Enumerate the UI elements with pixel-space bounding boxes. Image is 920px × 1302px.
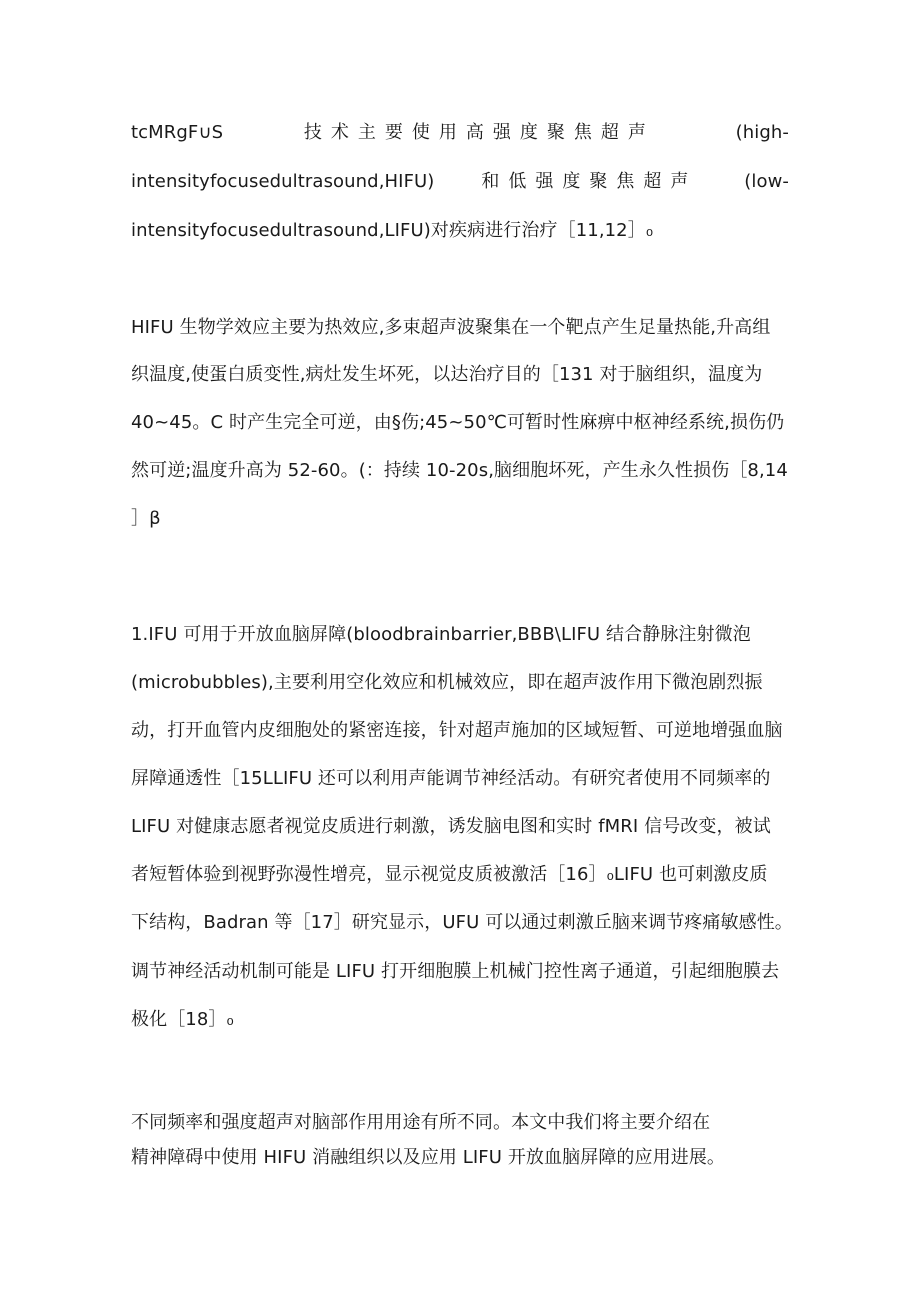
text-segment: 和低强度聚焦超声: [481, 171, 698, 192]
paragraph-3-line: 极化［18］₀: [131, 1009, 234, 1030]
paragraph-3-line: LIFU 对健康志愿者视觉皮质进行刺激，诱发脑电图和实时 fMRI 信号改变，被试: [131, 816, 771, 837]
paragraph-2-line: HIFU 生物学效应主要为热效应,多束超声波聚集在一个靶点产生足量热能,升高组: [131, 317, 771, 338]
paragraph-2-line: ］β: [131, 508, 161, 529]
paragraph-4-line: 精神障碍中使用 HIFU 消融组织以及应用 LIFU 开放血脑屏障的应用进展。: [131, 1147, 726, 1168]
paragraph-2-line: 40~45。C 时产生完全可逆，由§伤;45~50℃可暂时性麻痹中枢神经系统,损伤仍: [131, 412, 785, 433]
text-segment: 技术主要使用高强度聚焦超声: [303, 122, 655, 143]
text-segment: intensityfocusedultrasound,HIFU): [131, 171, 435, 192]
paragraph-1-line-2: [131, 170, 789, 194]
paragraph-1-line-1: [131, 121, 789, 145]
text-segment: (high-: [735, 122, 789, 143]
text-segment: (low-: [744, 171, 789, 192]
paragraph-2-line: 织温度,使蛋白质变性,病灶发生坏死，以达治疗目的［131 对于脑组织，温度为: [131, 364, 763, 385]
paragraph-3-line: 动，打开血管内皮细胞处的紧密连接，针对超声施加的区域短暂、可逆地增强血脑: [131, 720, 783, 741]
text-segment: tcMRgF∪S: [131, 122, 224, 143]
paragraph-3-line: 1.IFU 可用于开放血脑屏障(bloodbrainbarrier,BBB\LIFU 结合静脉注射微泡: [131, 624, 751, 645]
paragraph-2-line: 然可逆;温度升高为 52-60。(：持续 10-20s,脑细胞坏死，产生永久性损伤［8,14: [131, 460, 788, 481]
paragraph-3-line: 下结构，Badran 等［17］研究显示，UFU 可以通过刺激丘脑来调节疼痛敏感性。: [131, 912, 793, 933]
paragraph-1-line-3: intensityfocusedultrasound,LIFU)对疾病进行治疗［11,12］₀: [131, 220, 654, 241]
paragraph-3-line: (microbubbles),主要利用空化效应和机械效应，即在超声波作用下微泡剧烈振: [131, 672, 763, 693]
paragraph-3-line: 者短暂体验到视野弥漫性增亮，显示视觉皮质被激活［16］₀LIFU 也可刺激皮质: [131, 864, 768, 885]
paragraph-4-line: 不同频率和强度超声对脑部作用用途有所不同。本文中我们将主要介绍在: [131, 1112, 711, 1133]
paragraph-3-line: 调节神经活动机制可能是 LIFU 打开细胞膜上机械门控性离子通道，引起细胞膜去: [131, 961, 780, 982]
paragraph-3-line: 屏障通透性［15LLIFU 还可以利用声能调节神经活动。有研究者使用不同频率的: [131, 768, 771, 789]
